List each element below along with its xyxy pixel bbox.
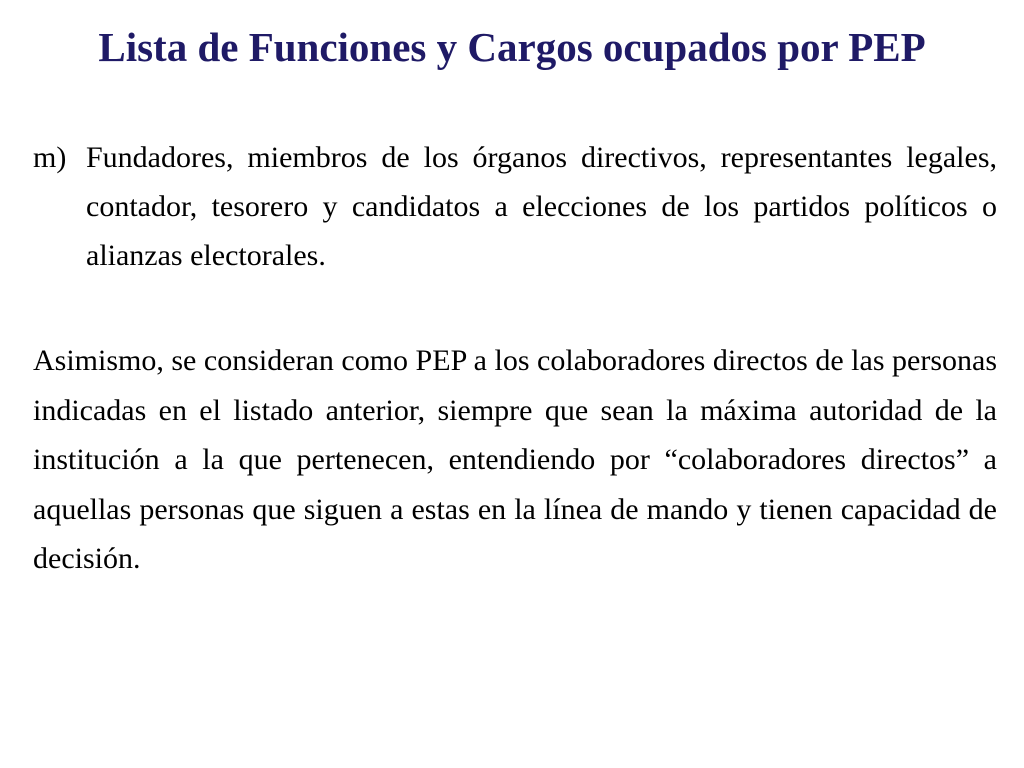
list-item-marker: m) [33, 141, 67, 174]
list-item-text: Fundadores, miembros de los órganos directivos, representantes legales, contador, tesorero y candidatos a elecciones de los partidos políticos o alianzas electorales. [86, 141, 997, 272]
slide-title: Lista de Funciones y Cargos ocupados por PEP [98, 24, 926, 70]
body-paragraph: Asimismo, se consideran como PEP a los colaboradores directos de las personas indicadas en el listado anterior, siempre que sean la máxima autoridad de la institución a la que pertenecen, entendiendo por “colaboradores directos” a aquellas personas que siguen a estas en la línea de mando y tienen capacidad de decisión. [33, 344, 997, 575]
